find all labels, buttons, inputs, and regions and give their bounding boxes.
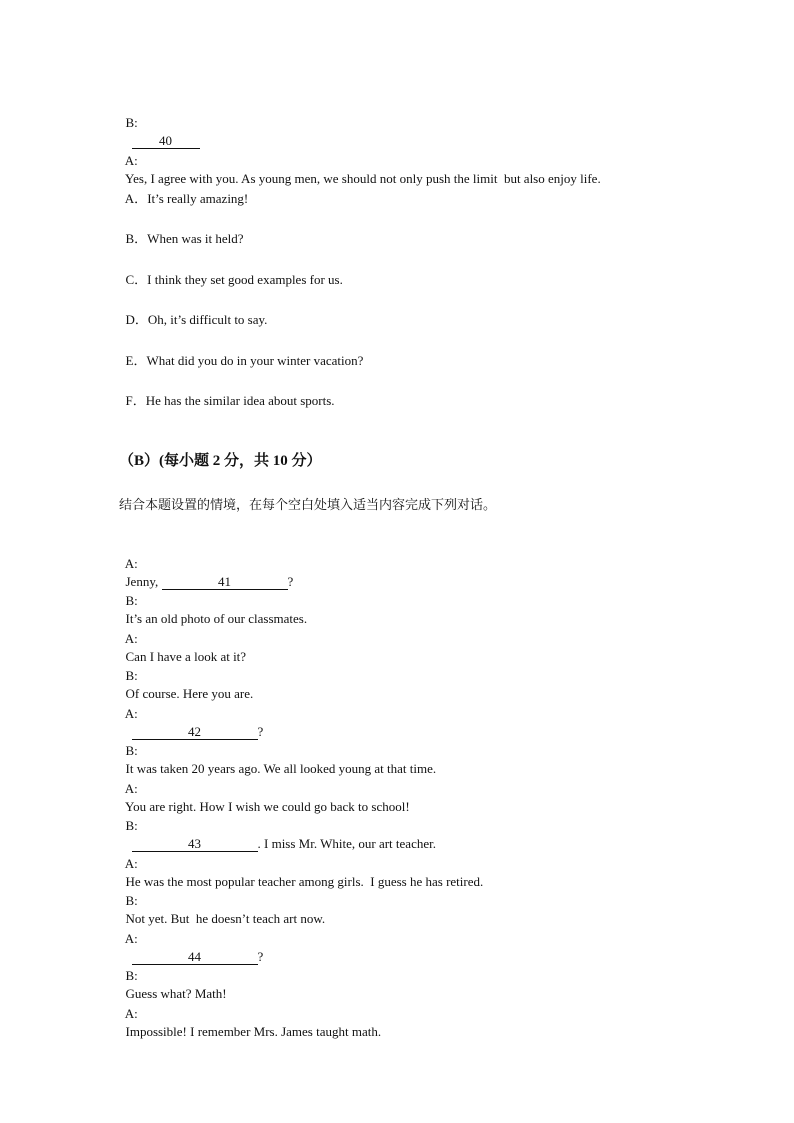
dialog-text: . I miss Mr. White, our art teacher. — [257, 836, 436, 851]
dialog-text: ? — [287, 574, 294, 589]
dialog-text: Not yet. But he doesn’t teach art now. — [125, 911, 326, 926]
dialog-text: It’s an old photo of our classmates. — [125, 611, 308, 626]
option-text: He has the similar idea about sports. — [145, 393, 335, 408]
dialog-text: Impossible! I remember Mrs. James taught math. — [125, 1024, 382, 1039]
speaker-label: A: — [124, 931, 138, 946]
option-letter: B． — [125, 231, 148, 246]
answer-blank-43[interactable]: 43 — [132, 837, 258, 852]
option-letter: C． — [125, 272, 148, 287]
answer-blank-41[interactable]: 41 — [162, 575, 288, 590]
speaker-label: A: — [124, 781, 138, 796]
section-heading: （B）(每小题 2 分，共 10 分） — [119, 453, 322, 469]
dialog-line — [119, 987, 381, 1041]
answer-blank-40[interactable]: 40 — [132, 134, 200, 149]
dialog-text: Guess what? Math! — [125, 986, 227, 1001]
speaker-label: A: — [124, 153, 138, 168]
option-letter: E． — [125, 353, 147, 368]
speaker-label: B: — [125, 593, 138, 608]
speaker-label: A: — [124, 706, 138, 721]
answer-blank-44[interactable]: 44 — [132, 950, 258, 965]
speaker-label: A: — [124, 631, 138, 646]
speaker-label: A: — [124, 856, 138, 871]
section-instruction: 结合本题设置的情境，在每个空白处填入适当内容完成下列对话。 — [119, 498, 497, 513]
option-text: What did you do in your winter vacation? — [146, 353, 364, 368]
option-text: I think they set good examples for us. — [147, 272, 343, 287]
speaker-label: B: — [125, 818, 138, 833]
dialog-text: Jenny, — [125, 574, 162, 589]
option-c — [119, 253, 343, 289]
option-d — [119, 293, 267, 329]
speaker-label: B: — [125, 668, 138, 683]
option-text: When was it held? — [147, 231, 244, 246]
dialog-text: He was the most popular teacher among girls. I guess he has retired. — [125, 874, 484, 889]
option-letter: A． — [124, 191, 148, 206]
option-text: Oh, it’s difficult to say. — [147, 312, 268, 327]
dialog-text: It was taken 20 years ago. We all looked young at that time. — [125, 761, 437, 776]
speaker-label: B: — [125, 115, 138, 130]
dialog-text: Yes, I agree with you. As young men, we should not only push the limit but also enjoy life. — [125, 171, 601, 186]
option-letter: F． — [125, 393, 146, 408]
answer-blank-42[interactable]: 42 — [132, 725, 258, 740]
dialog-text: You are right. How I wish we could go back to school! — [125, 799, 410, 814]
dialog-text: Can I have a look at it? — [125, 649, 247, 664]
dialog-text: Of course. Here you are. — [125, 686, 254, 701]
option-letter: D． — [125, 312, 148, 327]
option-b — [119, 212, 244, 248]
option-text: It’s really amazing! — [147, 191, 249, 206]
dialog-text: ? — [257, 949, 264, 964]
speaker-label: A: — [124, 1006, 138, 1021]
speaker-label: B: — [125, 743, 138, 758]
speaker-label: A: — [124, 556, 138, 571]
speaker-label: B: — [125, 968, 138, 983]
option-a — [119, 172, 248, 208]
speaker-label: B: — [125, 893, 138, 908]
option-e — [119, 334, 363, 370]
option-f — [119, 374, 335, 410]
dialog-text: ? — [257, 724, 264, 739]
